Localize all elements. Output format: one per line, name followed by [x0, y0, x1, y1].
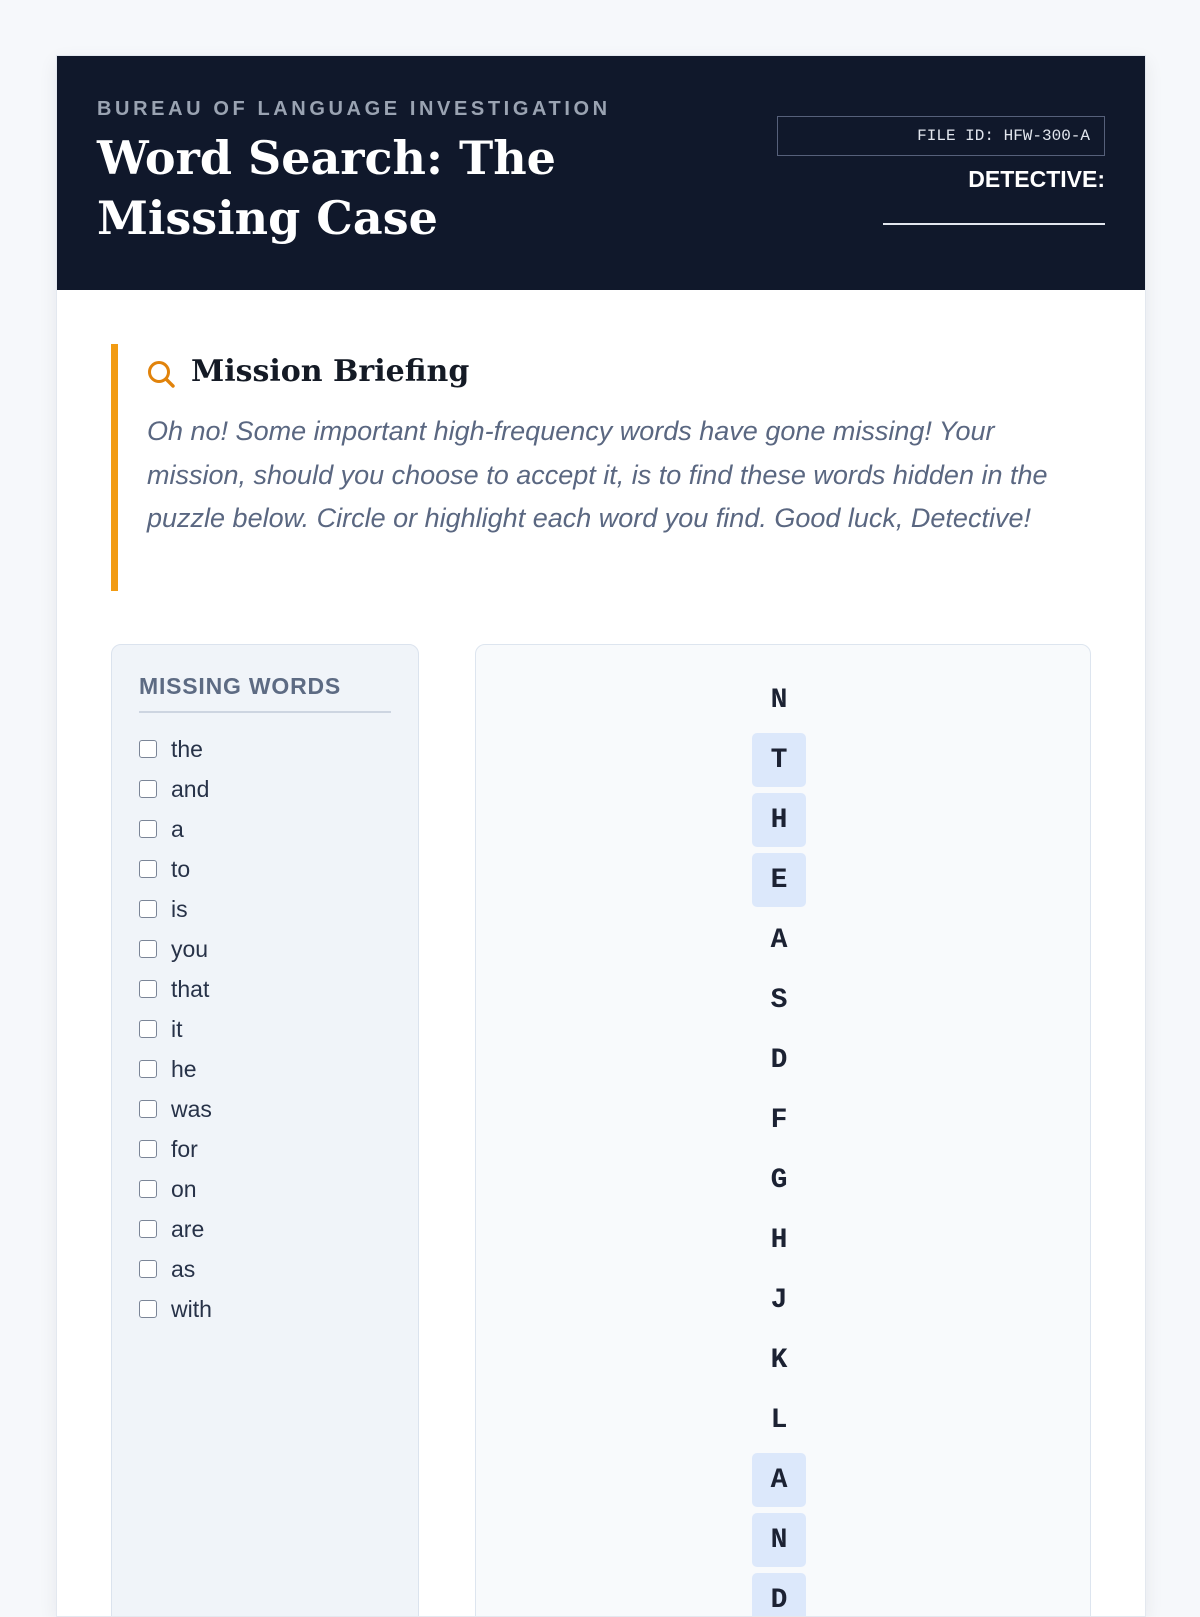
letter-cell[interactable]: S: [770, 984, 788, 1016]
letter-grid-column: [752, 673, 806, 1617]
word-label: the: [171, 735, 203, 762]
word-label: a: [171, 815, 184, 842]
highlighted-letter-cell[interactable]: N: [752, 1513, 806, 1567]
word-item[interactable]: [139, 1249, 212, 1289]
word-item[interactable]: [139, 1089, 212, 1129]
word-item[interactable]: [139, 929, 212, 969]
word-label: and: [171, 775, 210, 802]
highlighted-letter-cell[interactable]: E: [752, 853, 806, 907]
word-item[interactable]: [139, 889, 212, 929]
letter-cell[interactable]: J: [770, 1284, 788, 1316]
letter-cell[interactable]: F: [770, 1104, 788, 1136]
word-label: as: [171, 1255, 196, 1282]
word-label: he: [171, 1055, 197, 1082]
word-item[interactable]: [139, 1209, 212, 1249]
letter-cell[interactable]: G: [770, 1164, 788, 1196]
word-item[interactable]: [139, 1129, 212, 1169]
word-item[interactable]: [139, 849, 212, 889]
word-label: was: [171, 1095, 212, 1122]
word-item[interactable]: [139, 1049, 212, 1089]
checkbox[interactable]: [139, 1020, 157, 1038]
word-label: with: [171, 1295, 212, 1322]
agency-label: BUREAU OF LANGUAGE INVESTIGATION: [97, 98, 611, 120]
word-label: to: [171, 855, 191, 882]
missing-words-panel: [111, 644, 419, 1617]
highlighted-letter-cell[interactable]: A: [752, 1453, 806, 1507]
briefing-text: Oh no! Some important high-frequency words have gone missing! Your mission, should you choose to accept it, is to find these words hidden in the puzzle below. Circle or highlight each word you find. Good luck, Detective!: [147, 416, 1048, 533]
checkbox[interactable]: [139, 860, 157, 878]
word-label: it: [171, 1015, 183, 1042]
checkbox[interactable]: [139, 1220, 157, 1238]
word-item[interactable]: [139, 1289, 212, 1329]
file-id-badge: FILE ID: HFW-300-A: [777, 116, 1105, 156]
detective-name-line[interactable]: [883, 223, 1105, 225]
word-item[interactable]: [139, 809, 212, 849]
letter-cell[interactable]: H: [770, 1224, 788, 1256]
missing-words-title: MISSING WORDS: [139, 673, 391, 713]
word-item[interactable]: [139, 1009, 212, 1049]
word-label: are: [171, 1215, 205, 1242]
checkbox[interactable]: [139, 780, 157, 798]
checkbox[interactable]: [139, 940, 157, 958]
word-label: on: [171, 1175, 197, 1202]
mission-briefing: [111, 344, 1091, 591]
highlighted-letter-cell[interactable]: H: [752, 793, 806, 847]
word-search-grid: [475, 644, 1091, 1617]
detective-label: DETECTIVE:: [968, 166, 1105, 192]
word-item[interactable]: [139, 769, 212, 809]
word-label: for: [171, 1135, 198, 1162]
word-item[interactable]: [139, 729, 212, 769]
letter-cell[interactable]: K: [770, 1344, 788, 1376]
letter-cell[interactable]: N: [770, 684, 788, 716]
briefing-title: Mission Briefing: [191, 354, 470, 389]
word-label: is: [171, 895, 188, 922]
checkbox[interactable]: [139, 1100, 157, 1118]
page-title: Word Search: The Missing Case: [97, 131, 556, 245]
checkbox[interactable]: [139, 1180, 157, 1198]
letter-cell[interactable]: D: [770, 1044, 788, 1076]
worksheet-header: [57, 56, 1145, 290]
word-item[interactable]: [139, 1169, 212, 1209]
checkbox[interactable]: [139, 900, 157, 918]
highlighted-letter-cell[interactable]: T: [752, 733, 806, 787]
checkbox[interactable]: [139, 740, 157, 758]
highlighted-letter-cell[interactable]: D: [752, 1573, 806, 1617]
checkbox[interactable]: [139, 1260, 157, 1278]
word-label: that: [171, 975, 210, 1002]
checkbox[interactable]: [139, 1140, 157, 1158]
checkbox[interactable]: [139, 1300, 157, 1318]
word-item[interactable]: [139, 969, 212, 1009]
search-icon: [146, 359, 178, 391]
letter-cell[interactable]: A: [770, 924, 788, 956]
word-list: [139, 729, 212, 1329]
checkbox[interactable]: [139, 1060, 157, 1078]
checkbox[interactable]: [139, 820, 157, 838]
word-label: you: [171, 935, 209, 962]
worksheet: [56, 55, 1146, 1617]
checkbox[interactable]: [139, 980, 157, 998]
letter-cell[interactable]: L: [770, 1404, 788, 1436]
